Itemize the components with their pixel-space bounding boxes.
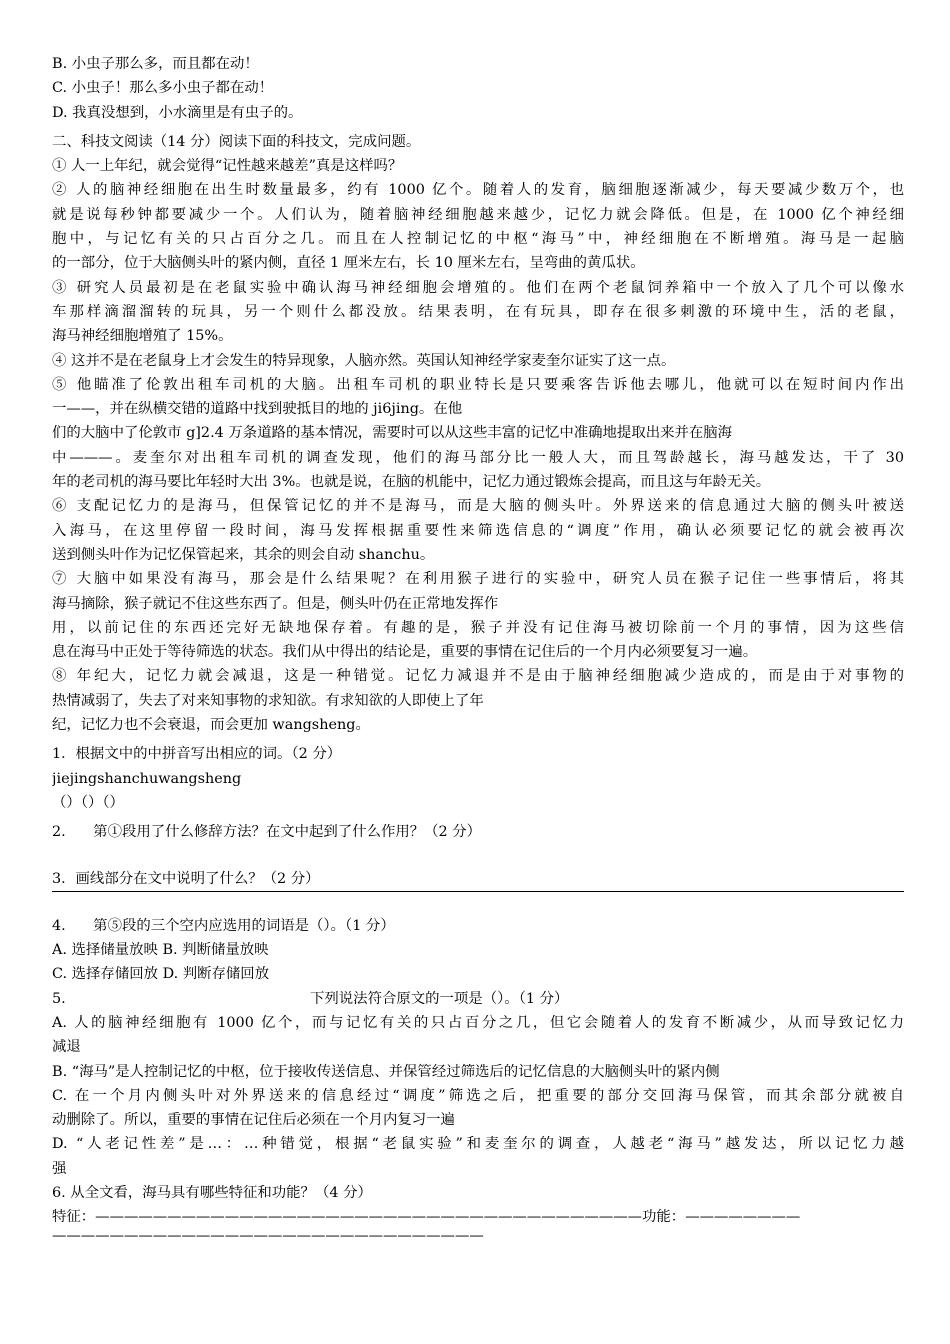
question-5-option-c: 动删除了。所以，重要的事情在记住后必须在一个月内复习一遍 [52, 1112, 455, 1129]
article-line: 入海马，在这里停留一段时间，海马发挥根据重要性来筛选信息的“调度”作用，确认必须要记忆的就会被再次 [52, 522, 904, 539]
question-6: 6. 从全文看，海马具有哪些特征和功能？（4 分） [52, 1185, 372, 1202]
question-4-options-cd: C. 选择存储回放 D. 判断存储回放 [52, 966, 270, 983]
question-6-answer-line[interactable]: 特征：——————————————————————————————————————功能：———————— [52, 1209, 801, 1226]
article-line: 胞中，与记忆有关的只占百分之几。而且在人控制记忆的中枢“海马”中，神经细胞在不断增殖。海马是一起脑 [52, 231, 904, 248]
option-d-prev: D. 我真没想到，小水滴里是有虫子的。 [52, 104, 303, 121]
article-line: ② 人的脑神经细胞在出生时数量最多，约有 1000 亿个。随着人的发育，脑细胞逐渐减少，每天要减少数万个，也 [52, 182, 904, 199]
question-5-option-a: 减退 [52, 1039, 81, 1056]
question-4-options-ab: A. 选择储量放映 B. 判断储量放映 [52, 942, 269, 959]
article-line: ① 人一上年纪，就会觉得“记性越来越差”真是这样吗？ [52, 158, 403, 175]
article-line: 就是说每秒钟都要减少一个。人们认为，随着脑神经细胞越来越少，记忆力就会降低。但是，在 1000 亿个神经细 [52, 206, 904, 223]
question-3: 3．画线部分在文中说明了什么？（2 分） [52, 867, 904, 892]
section-heading: 二、科技文阅读（14 分）阅读下面的科技文，完成问题。 [52, 133, 421, 150]
option-c-prev: C. 小虫子！那么多小虫子都在动！ [52, 80, 274, 97]
article-line: 息在海马中正处于等待筛选的状态。我们从中得出的结论是，重要的事情在记住后的一个月内必须要复习一遍。 [52, 644, 758, 661]
question-1-pinyin: jiejingshanchuwangsheng [52, 770, 242, 787]
article-line: 用，以前记住的东西还完好无缺地保存着。有趣的是，猴子并没有记住海马被切除前一个月的事情，因为这些信 [52, 619, 904, 636]
question-5-number: 5. [52, 990, 66, 1007]
article-line: 一——，并在纵横交错的道路中找到驶抵目的地的 ji6jing。在他 [52, 401, 463, 418]
question-1-blanks[interactable]: （）（）（） [52, 794, 124, 811]
article-line: 海马摘除，猴子就记不住这些东西了。但是，侧头叶仍在正常地发挥作 [52, 595, 499, 612]
question-5-option-d: D. “人老记性差”是…：…种错觉，根据“老鼠实验”和麦奎尔的调查，人越老“海马”越发达，所以记忆力越 [52, 1136, 904, 1153]
article-line: ⑤ 他瞄准了伦敦出租车司机的大脑。出租车司机的职业特长是只要乘客告诉他去哪儿，他就可以在短时间内作出 [52, 376, 904, 393]
question-5-text: 下列说法符合原文的一项是（）。（1 分） [310, 990, 569, 1007]
article-line: ⑦ 大脑中如果没有海马，那会是什么结果呢？在利用猴子进行的实验中，研究人员在猴子记住一些事情后，将其 [52, 571, 904, 588]
article-line: 送到侧头叶作为记忆保管起来，其余的则会自动 shanchu。 [52, 546, 435, 563]
article-line: 中———。麦奎尔对出租车司机的调查发现，他们的海马部分比一般人大，而且驾龄越长，海马越发达，干了 30 [52, 449, 904, 466]
question-5-option-c: C. 在一个月内侧头叶对外界送来的信息经过“调度”筛选之后，把重要的部分交回海马保管，而其余部分就被自 [52, 1087, 904, 1104]
question-1: 1．根据文中的中拼音写出相应的词。（2 分） [52, 746, 342, 763]
option-b-prev: B. 小虫子那么多，而且都在动！ [52, 56, 259, 72]
article-line: 海马神经细胞增殖了 15%。 [52, 328, 233, 345]
question-5-option-b: B. “海马”是人控制记忆的中枢，位于接收传送信息、并保管经过筛选后的记忆信息的大脑侧头叶的紧内侧 [52, 1063, 720, 1080]
question-2: 2. 第①段用了什么修辞方法？在文中起到了什么作用？（2 分） [52, 824, 482, 841]
article-line: 热情减弱了，失去了对来知事物的求知欲。有求知欲的人即使上了年 [52, 692, 484, 709]
question-5-option-d: 强 [52, 1160, 67, 1177]
question-6-answer-line[interactable]: —————————————————————————————— [52, 1227, 484, 1244]
question-5-option-a: A. 人的脑神经细胞有 1000 亿个，而与记忆有关的只占百分之几，但它会随着人的发育不断减少，从而导致记忆力 [52, 1014, 904, 1031]
question-5 [52, 987, 904, 1011]
article-line: ③ 研究人员最初是在老鼠实验中确认海马神经细胞会增殖的。他们在两个老鼠饲养箱中一个放入了几个可以像水 [52, 279, 904, 296]
article-line: 年的老司机的海马要比年轻时大出 3%。也就是说，在脑的机能中，记忆力通过锻炼会提高，而且这与年龄无关。 [52, 474, 771, 491]
document-page [52, 52, 904, 1248]
article-line: ⑧ 年纪大，记忆力就会减退，这是一种错觉。记忆力减退并不是由于脑神经细胞减少造成的，而是由于对事物的 [52, 668, 904, 685]
article-line: 纪，记忆力也不会衰退，而会更加 wangsheng。 [52, 717, 370, 734]
article-line: 们的大脑中了伦敦市 g]2.4 万条道路的基本情况，需要时可以从这些丰富的记忆中准确地提取出来并在脑海 [52, 425, 733, 442]
article-line: 车那样滴溜溜转的玩具，另一个则什么都没放。结果表明，在有玩具，即存在很多刺激的环境中生，活的老鼠， [52, 303, 904, 320]
article-line: ④ 这并不是在老鼠身上才会发生的特异现象，人脑亦然。英国认知神经学家麦奎尔证实了这一点。 [52, 352, 676, 369]
article-line: 的一部分，位于大脑侧头叶的紧内侧，直径 1 厘米左右，长 10 厘米左右，呈弯曲的黄瓜状。 [52, 255, 645, 272]
question-4: 4. 第⑤段的三个空内应选用的词语是（）。（1 分） [52, 917, 395, 934]
article-body [52, 154, 904, 737]
article-line: ⑥ 支配记忆力的是海马，但保管记忆的并不是海马，而是大脑的侧头叶。外界送来的信息通过大脑的侧头叶被送 [52, 498, 904, 515]
